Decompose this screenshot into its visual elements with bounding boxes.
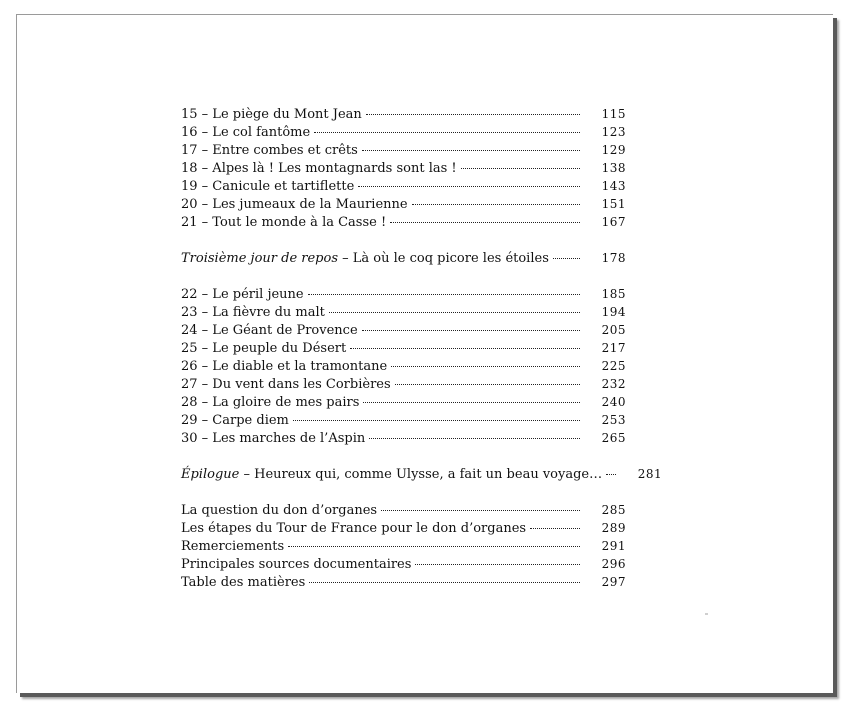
toc-entry xyxy=(181,141,626,159)
toc-entry xyxy=(181,537,626,555)
toc-entry-title: 16 – Le col fantôme xyxy=(181,125,311,140)
section-spacer xyxy=(181,267,626,285)
dot-leader xyxy=(553,258,580,259)
toc-entry-page: 129 xyxy=(601,143,626,157)
toc-entry-title xyxy=(181,250,549,268)
toc-entry xyxy=(181,105,626,123)
toc-group-back-matter xyxy=(181,501,626,591)
toc-group-chapters-15-21 xyxy=(181,105,626,231)
toc-entry-page: 265 xyxy=(601,431,626,445)
toc-entry-title: 27 – Du vent dans les Corbières xyxy=(181,377,391,392)
toc-entry-title: Principales sources documentaires xyxy=(181,557,412,572)
toc-entry xyxy=(181,555,626,573)
dot-leader xyxy=(369,438,580,439)
toc-entry-title: 25 – Le peuple du Désert xyxy=(181,341,347,356)
dot-leader xyxy=(314,132,580,133)
dot-leader xyxy=(358,186,580,187)
toc-entry-page: 291 xyxy=(601,539,626,553)
dot-leader xyxy=(329,312,580,313)
toc-entry-title: 28 – La gloire de mes pairs xyxy=(181,395,360,410)
toc-entry-page: 123 xyxy=(601,125,626,139)
toc-entry-title: 21 – Tout le monde à la Casse ! xyxy=(181,215,387,230)
toc-entry-title: 26 – Le diable et la tramontane xyxy=(181,359,388,374)
toc-entry-page: 185 xyxy=(601,287,626,301)
dot-leader xyxy=(461,168,580,169)
toc-entry-page: 178 xyxy=(601,251,626,265)
section-spacer xyxy=(181,483,626,501)
dot-leader xyxy=(309,582,580,583)
toc-entry-title: 22 – Le péril jeune xyxy=(181,287,304,302)
toc-entry xyxy=(181,321,626,339)
toc-entry-page: 115 xyxy=(601,107,626,121)
toc-entry xyxy=(181,501,626,519)
toc-entry-title: Les étapes du Tour de France pour le don d’organes xyxy=(181,521,527,536)
toc-entry-page: 205 xyxy=(601,323,626,337)
toc-entry-page: 217 xyxy=(601,341,626,355)
toc-entry-page: 281 xyxy=(637,467,663,481)
toc-entry-title: La question du don d’organes xyxy=(181,503,378,518)
toc-entry-page: 296 xyxy=(601,557,626,571)
toc-entry-page: 138 xyxy=(601,161,626,175)
toc-entry-title: 24 – Le Géant de Provence xyxy=(181,323,358,338)
toc-entry-page: 167 xyxy=(601,215,626,229)
toc-entry-title: 29 – Carpe diem xyxy=(181,413,289,428)
toc-entry-page: 194 xyxy=(601,305,626,319)
dot-leader xyxy=(308,294,580,295)
toc-entry xyxy=(181,159,626,177)
toc-group-chapters-22-30 xyxy=(181,285,626,447)
toc-entry-page: 240 xyxy=(601,395,626,409)
toc-entry-page: 285 xyxy=(601,503,626,517)
document-page xyxy=(16,14,833,693)
dot-leader xyxy=(391,366,580,367)
table-of-contents xyxy=(181,105,663,591)
toc-entry-title: 30 – Les marches de l’Aspin xyxy=(181,431,366,446)
toc-entry-title: 15 – Le piège du Mont Jean xyxy=(181,107,362,122)
dot-leader xyxy=(530,528,580,529)
dot-leader xyxy=(390,222,580,223)
toc-entry xyxy=(181,357,626,375)
toc-entry-title: 23 – La fièvre du malt xyxy=(181,305,325,320)
dot-leader xyxy=(293,420,580,421)
toc-entry xyxy=(181,195,626,213)
dot-leader xyxy=(366,114,580,115)
toc-entry-page: 297 xyxy=(601,575,626,589)
toc-entry-title: 20 – Les jumeaux de la Maurienne xyxy=(181,197,408,212)
toc-entry-italic-label: Troisième jour de repos xyxy=(181,251,338,266)
toc-entry-title: 17 – Entre combes et crêts xyxy=(181,143,358,158)
toc-entry xyxy=(181,303,626,321)
toc-entry xyxy=(181,393,626,411)
dot-leader xyxy=(395,384,580,385)
dot-leader xyxy=(363,402,580,403)
toc-entry-title: 18 – Alpes là ! Les montagnards sont las ! xyxy=(181,161,457,176)
toc-entry xyxy=(181,573,626,591)
toc-entry-epilogue xyxy=(181,465,663,483)
toc-entry-subtitle: – Heureux qui, comme Ulysse, a fait un beau voyage… xyxy=(239,467,603,482)
toc-entry-title: 19 – Canicule et tartiflette xyxy=(181,179,355,194)
dot-leader xyxy=(288,546,580,547)
toc-entry-subtitle: – Là où le coq picore les étoiles xyxy=(338,251,549,266)
toc-entry xyxy=(181,411,626,429)
toc-entry-rest-day xyxy=(181,249,626,267)
dot-leader xyxy=(350,348,580,349)
section-spacer xyxy=(181,447,626,465)
dot-leader xyxy=(412,204,580,205)
toc-entry-title: Table des matières xyxy=(181,575,306,590)
toc-entry xyxy=(181,213,626,231)
toc-entry xyxy=(181,285,626,303)
dot-leader xyxy=(381,510,580,511)
dot-leader xyxy=(415,564,580,565)
toc-entry xyxy=(181,177,626,195)
toc-entry xyxy=(181,375,626,393)
dot-leader xyxy=(606,474,616,475)
section-spacer xyxy=(181,231,626,249)
toc-entry-italic-label: Épilogue xyxy=(181,467,240,482)
toc-entry xyxy=(181,519,626,537)
toc-entry xyxy=(181,339,626,357)
toc-entry-title xyxy=(181,466,602,484)
toc-entry-page: 253 xyxy=(601,413,626,427)
dot-leader xyxy=(362,150,580,151)
scan-speck xyxy=(705,613,708,615)
toc-entry xyxy=(181,123,626,141)
toc-entry-page: 232 xyxy=(601,377,626,391)
toc-entry xyxy=(181,429,626,447)
dot-leader xyxy=(362,330,580,331)
toc-entry-title: Remerciements xyxy=(181,539,285,554)
toc-entry-page: 143 xyxy=(601,179,626,193)
toc-entry-page: 151 xyxy=(601,197,626,211)
toc-entry-page: 289 xyxy=(601,521,626,535)
toc-entry-page: 225 xyxy=(601,359,626,373)
